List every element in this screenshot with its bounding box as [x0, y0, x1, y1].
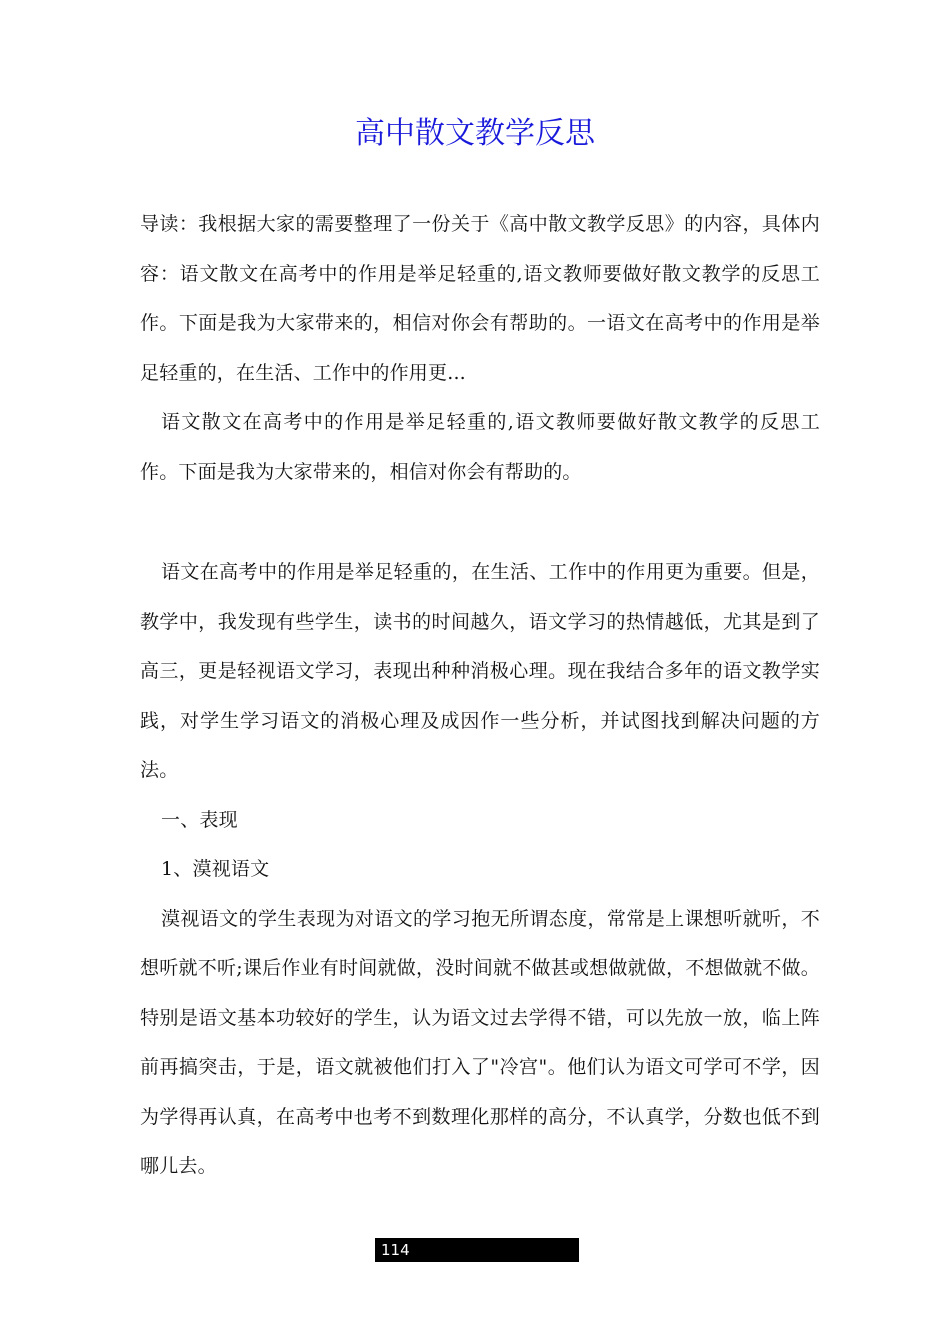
document-title: 高中散文教学反思 — [355, 116, 595, 151]
body-section — [140, 548, 820, 1192]
page-number: 114 — [381, 1241, 410, 1259]
body-paragraph: 漠视语文的学生表现为对语文的学习抱无所谓态度，常常是上课想听就听，不想听就不听;课后作业有时间就做，没时间就不做甚或想做就做，不想做就不做。特别是语文基本功较好的学生，认为语文过去学得不错，可以先放一放，临上阵前再搞突击，于是，语文就被他们打入了"冷宫"。他们认为语文可学可不学，因为学得再认真，在高考中也考不到数理化那样的高分，不认真学，分数也低不到哪儿去。 — [140, 907, 820, 1177]
intro-section — [140, 200, 820, 497]
subsection-heading: 1、漠视语文 — [161, 858, 270, 880]
body-paragraph: 语文在高考中的作用是举足轻重的，在生活、工作中的作用更为重要。但是，教学中，我发现有些学生，读书的时间越久，语文学习的热情越低，尤其是到了高三，更是轻视语文学习，表现出种种消极心理。现在我结合多年的语文教学实践，对学生学习语文的消极心理及成因作一些分析，并试图找到解决问题的方法。 — [140, 561, 820, 781]
page-footer-bar — [375, 1238, 579, 1262]
intro-paragraph: 导读：我根据大家的需要整理了一份关于《高中散文教学反思》的内容，具体内容：语文散文在高考中的作用是举足轻重的,语文教师要做好散文教学的反思工作。下面是我为大家带来的，相信对你会有帮助的。一语文在高考中的作用是举足轻重的，在生活、工作中的作用更... — [140, 213, 820, 384]
summary-paragraph: 语文散文在高考中的作用是举足轻重的,语文教师要做好散文教学的反思工作。下面是我为大家带来的，相信对你会有帮助的。 — [140, 411, 820, 483]
section-heading: 一、表现 — [161, 808, 238, 831]
